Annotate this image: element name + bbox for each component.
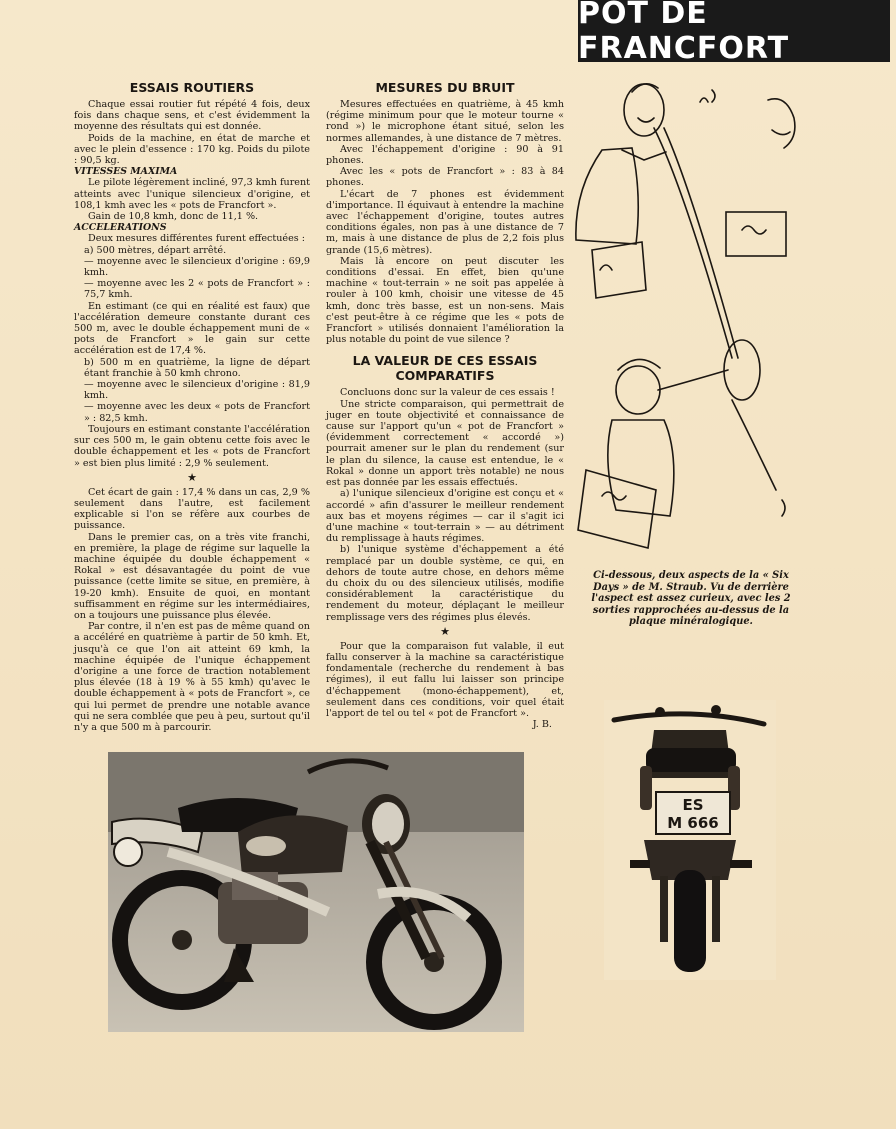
paragraph: Pour que la comparaison fut valable, il eut fallu conserver à la machine sa caractéristique fondamentale (recherche du rendement à bas régimes), il eut fallu lui laisser son principe d'échappement (mono-échappement), et, seulement dans ces conditions, voir quel était l'apport de tel ou tel « pot de Francfort ». <box>326 640 564 719</box>
paragraph: Dans le premier cas, on a très vite franchi, en première, la plage de régime sur laquelle la machine équipée du double échappement « Rokal » est désavantagée du point de vue puissance (cette limite se situe, en première, à 19-20 kmh). Ensuite de quoi, en montant suffisamment en régime sur les intermédiaires, on a toujours une puissance plus élevée. <box>74 531 310 621</box>
list-item: a) 500 mètres, départ arrêté. <box>84 244 227 256</box>
list-item: — moyenne avec les 2 « pots de Francfort » : 75,7 kmh. <box>84 278 310 301</box>
paragraph: Par contre, il n'en est pas de même quand on a accéléré en quatrième à partir de 50 kmh. Et, jusqu'à ce que l'on ait atteint 69 kmh, la machine équipée de l'unique échappement d'origine a une force de traction notablement plus élevée (18 à 19 % à 55 kmh) qu'avec le double échappement à « pots de Francfort », ce qui lui permet de prendre une notable avance qui ne sera comblée que peu à peu, surtout qu'il n'y a que 500 m à parcourir. <box>74 621 310 733</box>
plate-line2: M 666 <box>667 814 719 832</box>
paragraph: Chaque essai routier fut répété 4 fois, deux fois dans chaque sens, et c'est évidemment la moyenne des résultats qui est donnée. <box>74 99 310 133</box>
cartoon-drawing <box>572 70 808 550</box>
paragraph: Concluons donc sur la valeur de ces essais ! <box>340 387 555 399</box>
author-signature: J. B. <box>532 719 552 731</box>
paragraph: Poids de la machine, en état de marche et avec le plein d'essence : 170 kg. Poids du pilote : 90,5 kg. <box>74 132 310 167</box>
motorcycle-side-image <box>108 752 524 1032</box>
paragraph: Deux mesures différentes furent effectuées : <box>88 233 305 245</box>
column-mesures-du-bruit <box>326 80 564 730</box>
motorcycle-side-photo <box>108 752 524 1032</box>
paragraph: Mesures effectuées en quatrième, à 45 kmh (régime minimum pour que le moteur tourne « rond ») le microphone étant situé, selon les normes allemandes, à une distance de 7 mètres. <box>326 99 564 144</box>
subheading-accelerations: ACCELERATIONS <box>74 222 167 234</box>
paragraph: Avec l'échappement d'origine : 90 à 91 phones. <box>326 143 564 167</box>
paragraph: a) l'unique silencieux d'origine est conçu et « accordé » afin d'assurer le meilleur rendement aux bas et moyens régimes — car il s'agit ici d'une machine « tout-terrain » — au détriment du remplissage à hauts régimes. <box>326 488 564 545</box>
photo-caption: Ci-dessous, deux aspects de la « Six Days » de M. Straub. Vu de derrière l'aspect est assez curieux, avec les 2 sorties rapprochées au-dessus de la plaque minéralogique. <box>591 570 791 628</box>
motorcycle-rear-image <box>604 700 776 980</box>
plate-line1: ES <box>682 796 704 814</box>
page-title-text: POT DE FRANCFORT <box>578 0 790 66</box>
paragraph: Une stricte comparaison, qui permettrait de juger en toute objectivité et connaissance de cause sur l'apport qu'un « pot de Francfort » (évidemment correctement « accordé ») pourrait amener sur le plan du rendement (sur le plan du silence, la cause est entendue, le « Rokal » donne un apport très notable) ne nous est pas donnée par les essais effectués. <box>326 398 564 489</box>
list-item: — moyenne avec les deux « pots de Francfort » : 82,5 kmh. <box>84 401 310 424</box>
paragraph: Gain de 10,8 kmh, donc de 11,1 %. <box>88 211 259 223</box>
motorcycle-rear-photo <box>604 700 776 980</box>
heading-mesures-du-bruit: MESURES DU BRUIT <box>375 80 515 95</box>
list-item: — moyenne avec le silencieux d'origine : 69,9 kmh. <box>84 255 310 279</box>
star-separator: ★ <box>187 470 197 484</box>
list-item: b) 500 m en quatrième, la ligne de départ étant franchie à 50 kmh chrono. <box>84 356 310 379</box>
subheading-vitesses: VITESSES MAXIMA <box>74 166 178 178</box>
heading-valeur-essais: LA VALEUR DE CES ESSAIS COMPARATIFS <box>352 353 538 384</box>
paragraph: L'écart de 7 phones est évidemment d'importance. Il équivaut à entendre la machine avec l'échappement d'origine, toutes autres conditions égales, non pas à une distance de 7 m, mais à une distance de plus de 2,2 fois plus grande (15,6 mètres). <box>326 188 564 256</box>
cartoon-illustration <box>572 70 808 550</box>
paragraph: En estimant (ce qui en réalité est faux) que l'accélération demeure constante durant ces 500 m, avec le double échappement muni de « pots de Francfort » le gain sur cette accélération est de 17,4 %. <box>74 300 310 357</box>
list-item: — moyenne avec le silencieux d'origine : 81,9 kmh. <box>84 379 310 402</box>
paragraph: b) l'unique système d'échappement a été remplacé par un double système, ce qui, en dehors de toute autre chose, en dehors même du choix du ou des silencieux utilisés, modifie considérablement la caractéristique du rendement du moteur, déplaçant le meilleur remplissage vers des régimes plus élevés. <box>326 544 564 623</box>
heading-essais-routiers: ESSAIS ROUTIERS <box>129 80 255 95</box>
page-title <box>578 0 890 66</box>
paragraph: Avec les « pots de Francfort » : 83 à 84 phones. <box>326 166 564 189</box>
paragraph: Toujours en estimant constante l'accélération sur ces 500 m, le gain obtenu cette fois avec le double échappement et les « pots de Francfort » est bien plus limité : 2,9 % seulement. <box>74 423 310 469</box>
paragraph: Le pilote légèrement incliné, 97,3 kmh furent atteints avec l'unique silencieux d'origine, et 108,1 kmh avec les « pots de Francfort ». <box>74 177 310 211</box>
paragraph: Mais là encore on peut discuter les conditions d'essai. En effet, bien qu'une machine « tout-terrain » ne soit pas appelée à rouler à 100 kmh, choisir une vitesse de 45 kmh, donc très basse, est un non-sens. Mais c'est peut-être à ce régime que les « pots de Francfort » utilisés donnaient l'amélioration la plus notable du point de vue silence ? <box>326 255 564 346</box>
paragraph: Cet écart de gain : 17,4 % dans un cas, 2,9 % seulement dans l'autre, est facilement explicable si l'on se réfère aux courbes de puissance. <box>74 486 310 532</box>
column-essais-routiers <box>74 80 310 733</box>
star-separator: ★ <box>440 624 450 638</box>
